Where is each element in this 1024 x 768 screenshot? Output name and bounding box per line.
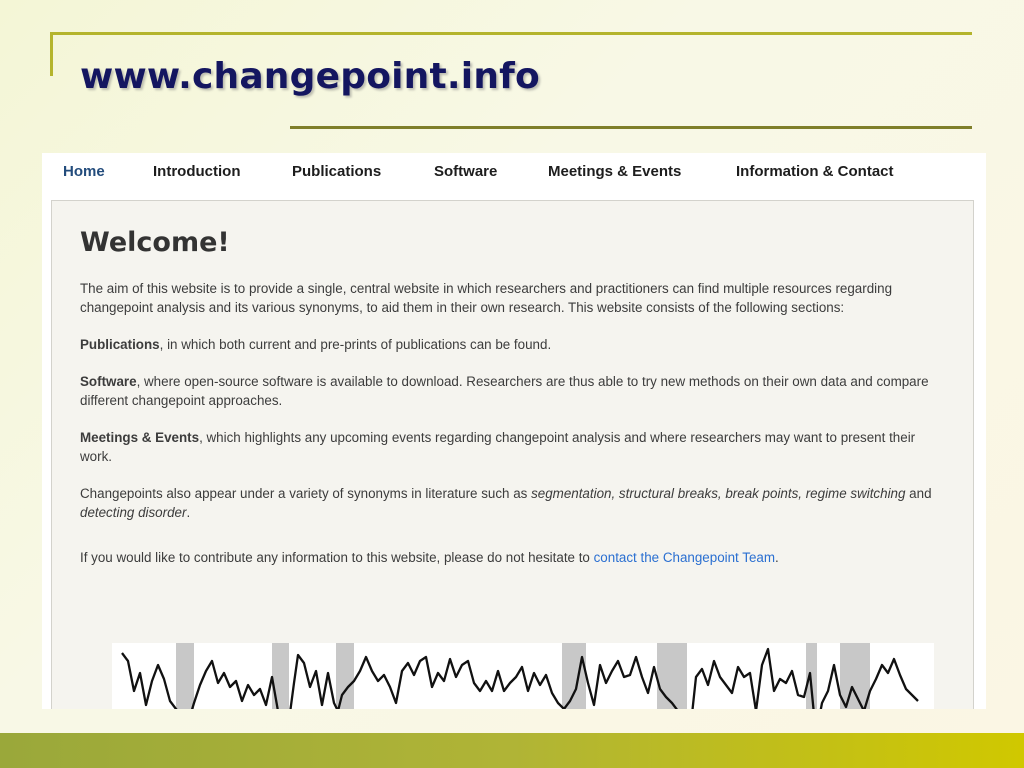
software-text: , where open-source software is available to download. Researchers are thus able to try new methods on their own data and compare different changepoint approaches. [80,374,929,408]
page-content [80,279,950,585]
contribute-paragraph [80,548,950,567]
synonyms-paragraph [80,484,950,522]
publications-paragraph [80,335,950,354]
welcome-panel [51,200,974,709]
nav-information-contact[interactable]: Information & Contact [736,163,894,180]
nav-home[interactable]: Home [63,163,105,180]
segment-band [657,643,687,709]
synonyms-end: . [186,505,191,520]
software-term: Software [80,374,137,389]
synonyms-list: segmentation, structural breaks, break points, regime switching [531,486,906,501]
contact-team-link[interactable]: contact the Changepoint Team [593,550,776,565]
synonyms-and: and [905,486,932,501]
segment-band [562,643,586,709]
nav-software[interactable]: Software [434,163,498,180]
synonyms-lead: Changepoints also appear under a variety of synonyms in literature such as [80,486,532,501]
slide-title: www.changepoint.info [80,56,540,97]
segment-band [840,643,870,709]
page-heading: Welcome! [80,227,230,258]
changepoint-signal-image [112,643,934,709]
contribute-text: If you would like to contribute any information to this website, please do not hesitate to [80,550,594,565]
software-paragraph [80,372,950,410]
nav-publications[interactable]: Publications [292,163,382,180]
intro-paragraph: The aim of this website is to provide a single, central website in which researchers and practitioners can find multiple resources regarding changepoint analysis and its various synonyms, to aid them in their own research. This website consists of the following sections: [80,281,893,315]
meetings-term: Meetings & Events [80,430,200,445]
contribute-end: . [775,550,779,565]
segment-band [176,643,194,709]
site-nav [42,153,986,193]
nav-meetings-events[interactable]: Meetings & Events [548,163,682,180]
synonyms-last: detecting disorder [80,505,187,520]
website-screenshot [42,153,986,709]
nav-introduction[interactable]: Introduction [153,163,241,180]
slide-bottom-band [0,733,1024,768]
meetings-paragraph [80,428,950,466]
publications-text: , in which both current and pre-prints of publications can be found. [159,337,552,352]
slide-frame-top-line [50,32,972,35]
segment-band [336,643,354,709]
slide-frame-left-line [50,32,53,76]
publications-term: Publications [80,337,160,352]
slide-title-underline [290,126,972,129]
signal-svg [112,643,934,709]
signal-line [122,649,918,709]
segment-band [272,643,289,709]
meetings-text: , which highlights any upcoming events regarding changepoint analysis and where researchers may want to present their work. [80,430,916,464]
